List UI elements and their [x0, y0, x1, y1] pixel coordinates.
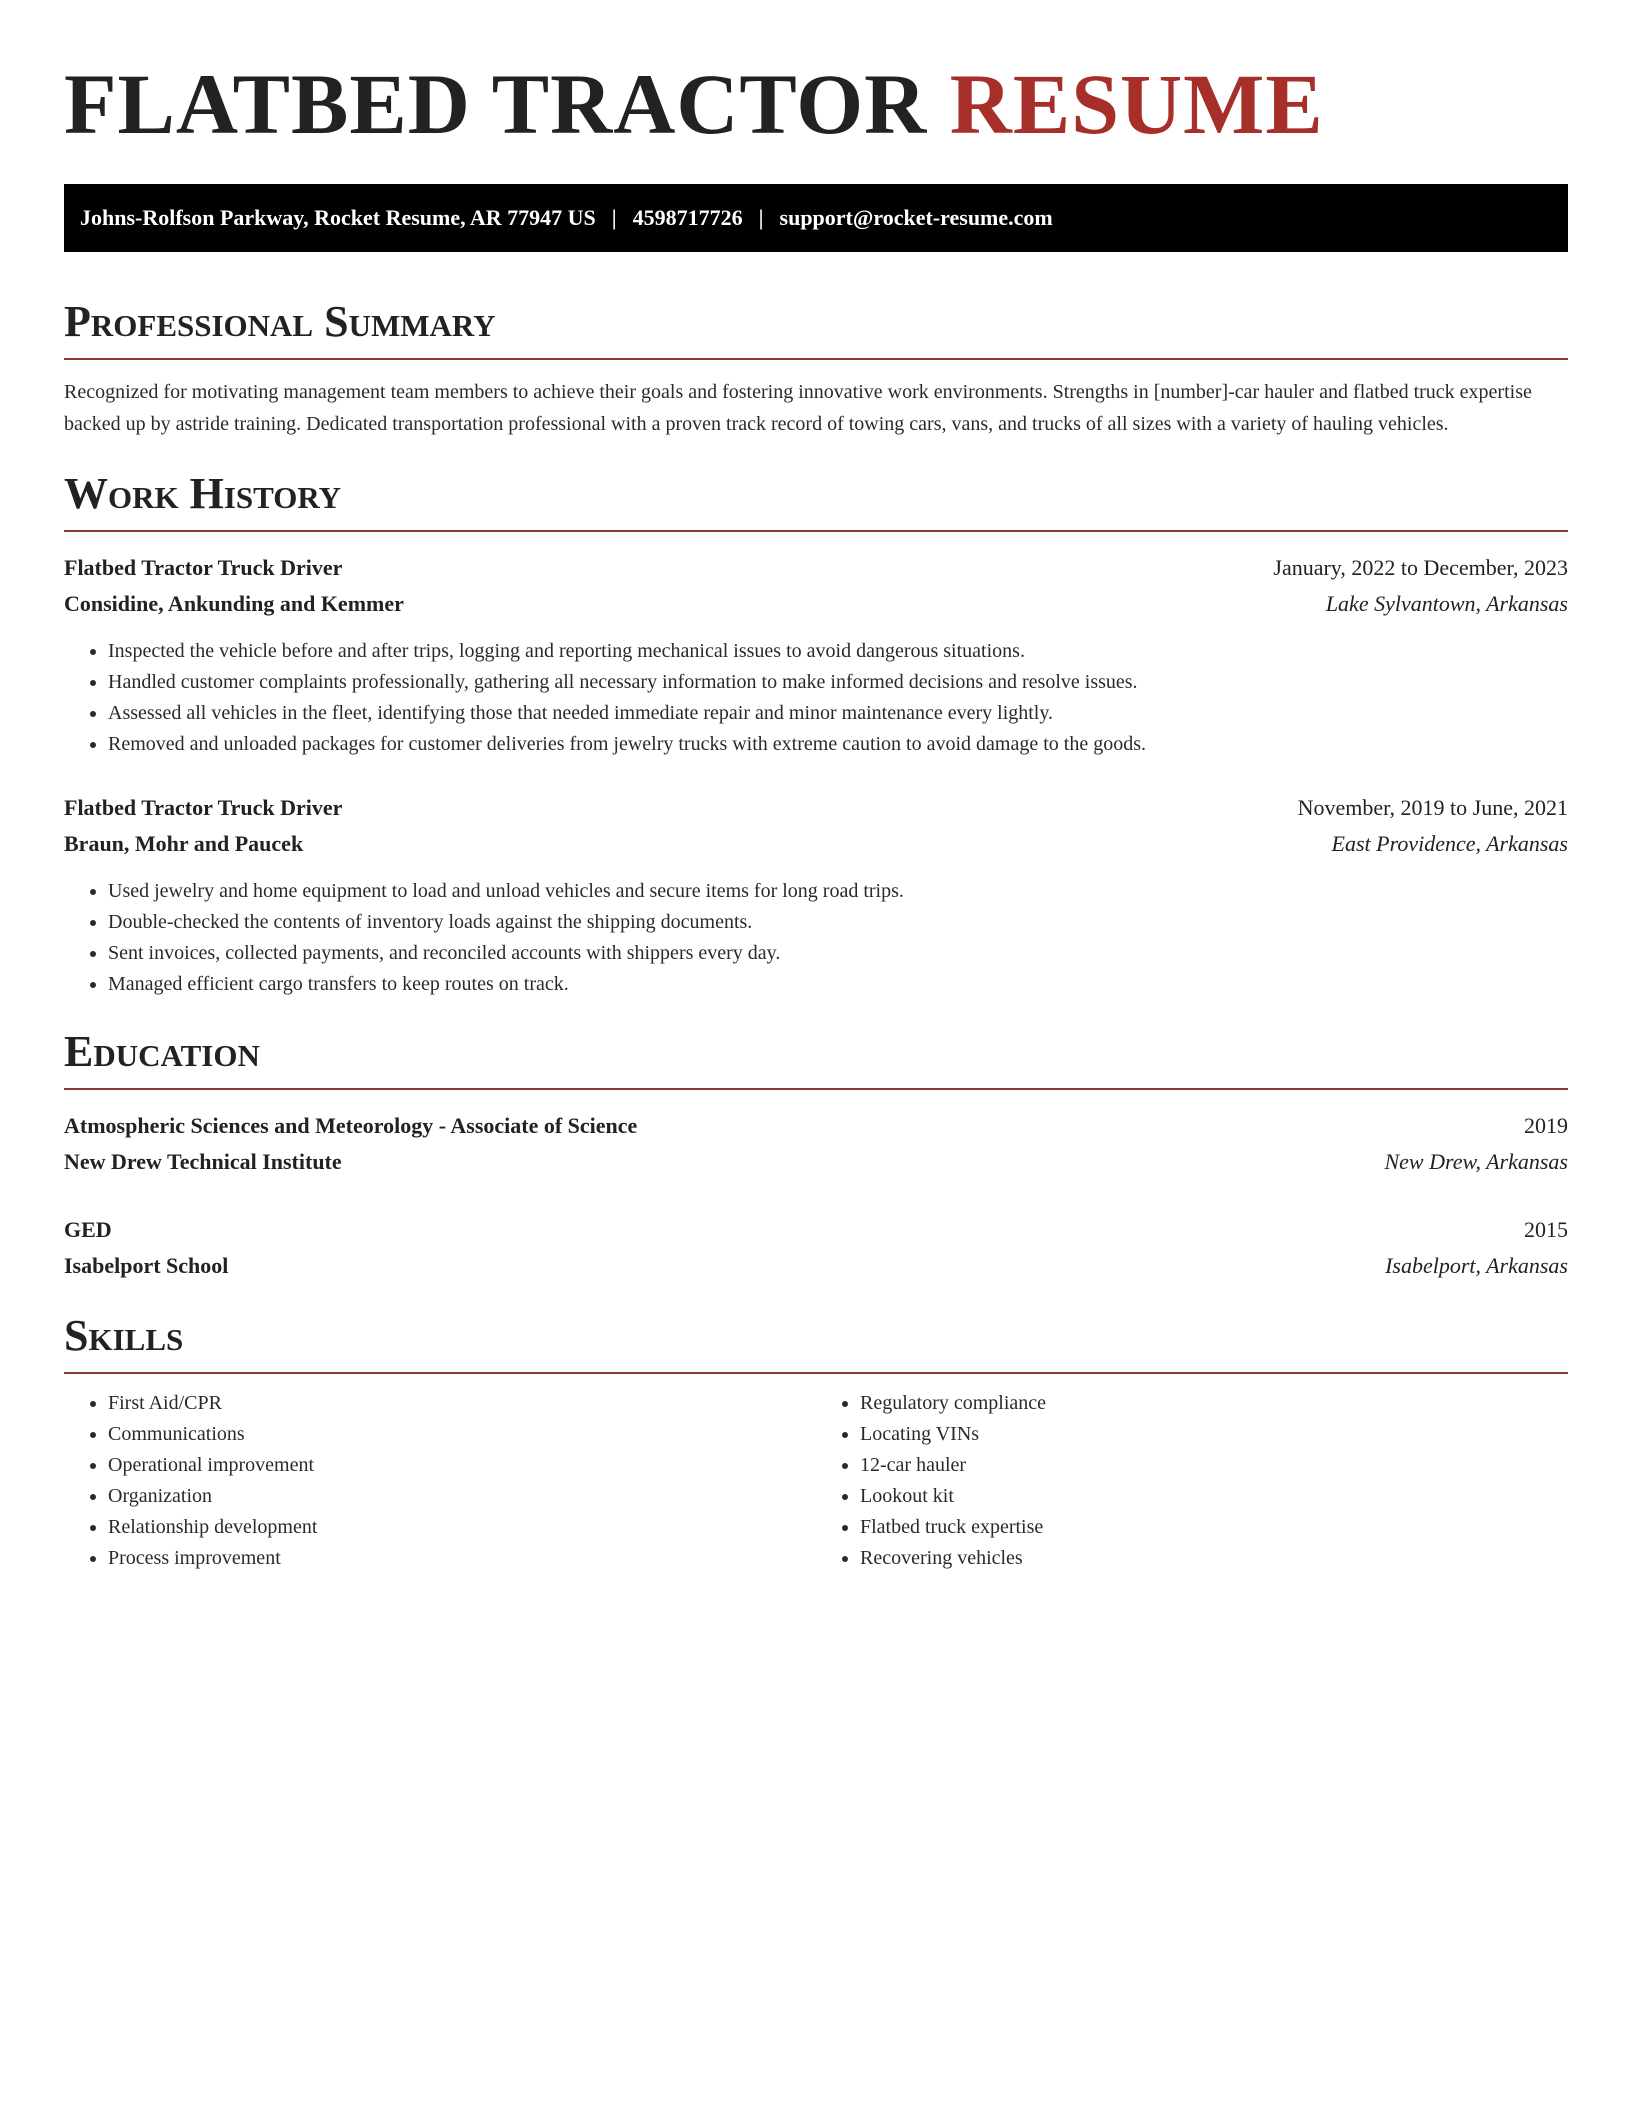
section-title-work-history: Work History: [64, 469, 342, 518]
section-divider: [64, 1088, 1568, 1090]
skills-column-right: [816, 1388, 1568, 1574]
title-accent: RESUME: [949, 56, 1324, 152]
skill-item: • Process improvement: [108, 1543, 816, 1574]
list-item: • Inspected the vehicle before and after trips, logging and reporting mechanical issues to avoid dangerous situations.: [108, 636, 1568, 667]
skill-item: • Recovering vehicles: [860, 1543, 1568, 1574]
job-bullets: [64, 636, 1568, 760]
skill-item: • First Aid/CPR: [108, 1388, 816, 1419]
contact-separator: |: [611, 205, 617, 230]
job-company-row: [64, 826, 1568, 862]
section-title-education: Education: [64, 1027, 260, 1076]
education-degree: GED: [64, 1217, 112, 1242]
skill-item: • Organization: [108, 1481, 816, 1512]
list-item: • Sent invoices, collected payments, and reconciled accounts with shippers every day.: [108, 938, 1568, 969]
contact-email[interactable]: support@rocket-resume.com: [779, 205, 1053, 230]
job-company-row: [64, 586, 1568, 622]
list-item: • Removed and unloaded packages for customer deliveries from jewelry trucks with extreme caution to avoid damage to the goods.: [108, 729, 1568, 760]
summary-section: [64, 296, 1568, 440]
education-location: New Drew, Arkansas: [1384, 1149, 1568, 1174]
summary-text: Recognized for motivating management team members to achieve their goals and fostering innovative work environments. Strengths in [number]-car hauler and flatbed truck expertise backed up by astride training. Dedicated transportation professional with a proven track record of towing cars, vans, and trucks of all sizes with a variety of hauling vehicles.: [64, 381, 1532, 435]
job-company: Braun, Mohr and Paucek: [64, 831, 304, 856]
section-divider: [64, 1372, 1568, 1374]
resume-title: [64, 56, 1568, 152]
skill-item: • Flatbed truck expertise: [860, 1512, 1568, 1543]
skill-item: • Relationship development: [108, 1512, 816, 1543]
education-section: [64, 1026, 1568, 1284]
list-item: • Handled customer complaints professionally, gathering all necessary information to make informed decisions and resolve issues.: [108, 667, 1568, 698]
job-entry: [64, 790, 1568, 1000]
contact-separator: |: [758, 205, 764, 230]
list-item: • Assessed all vehicles in the fleet, identifying those that needed immediate repair and minor maintenance every lightly.: [108, 698, 1568, 729]
job-header-row: [64, 790, 1568, 826]
job-bullets: [64, 876, 1568, 1000]
education-entry: [64, 1212, 1568, 1284]
education-school-row: [64, 1144, 1568, 1180]
job-dates: January, 2022 to December, 2023: [1273, 555, 1568, 580]
list-item: • Used jewelry and home equipment to load and unload vehicles and secure items for long road trips.: [108, 876, 1568, 907]
skills-section: [64, 1310, 1568, 1574]
education-degree-row: [64, 1212, 1568, 1248]
job-location: East Providence, Arkansas: [1331, 831, 1568, 856]
section-divider: [64, 530, 1568, 532]
skill-item: • 12-car hauler: [860, 1450, 1568, 1481]
skills-column-left: [64, 1388, 816, 1574]
work-history-section: [64, 468, 1568, 1000]
job-entry: [64, 550, 1568, 760]
list-item: • Double-checked the contents of inventory loads against the shipping documents.: [108, 907, 1568, 938]
education-school: Isabelport School: [64, 1253, 229, 1278]
skills-grid: [64, 1388, 1568, 1574]
job-role: Flatbed Tractor Truck Driver: [64, 555, 343, 580]
job-role: Flatbed Tractor Truck Driver: [64, 795, 343, 820]
job-location: Lake Sylvantown, Arkansas: [1325, 591, 1568, 616]
skill-item: • Lookout kit: [860, 1481, 1568, 1512]
education-school-row: [64, 1248, 1568, 1284]
skill-item: • Regulatory compliance: [860, 1388, 1568, 1419]
skill-item: • Locating VINs: [860, 1419, 1568, 1450]
education-year: 2019: [1524, 1113, 1568, 1138]
education-entry: [64, 1108, 1568, 1180]
section-title-summary: Professional Summary: [64, 297, 496, 346]
title-main: FLATBED TRACTOR: [64, 56, 928, 152]
education-school: New Drew Technical Institute: [64, 1149, 342, 1174]
section-title-skills: Skills: [64, 1311, 184, 1360]
list-item: • Managed efficient cargo transfers to keep routes on track.: [108, 969, 1568, 1000]
education-degree-row: [64, 1108, 1568, 1144]
job-company: Considine, Ankunding and Kemmer: [64, 591, 404, 616]
education-location: Isabelport, Arkansas: [1385, 1253, 1568, 1278]
education-degree: Atmospheric Sciences and Meteorology - Associate of Science: [64, 1113, 638, 1138]
skill-item: • Operational improvement: [108, 1450, 816, 1481]
contact-bar: [64, 184, 1568, 252]
contact-address: Johns-Rolfson Parkway, Rocket Resume, AR 77947 US: [80, 205, 596, 230]
job-dates: November, 2019 to June, 2021: [1297, 795, 1568, 820]
section-divider: [64, 358, 1568, 360]
contact-phone: 4598717726: [632, 205, 743, 230]
education-year: 2015: [1524, 1217, 1568, 1242]
job-header-row: [64, 550, 1568, 586]
skill-item: • Communications: [108, 1419, 816, 1450]
